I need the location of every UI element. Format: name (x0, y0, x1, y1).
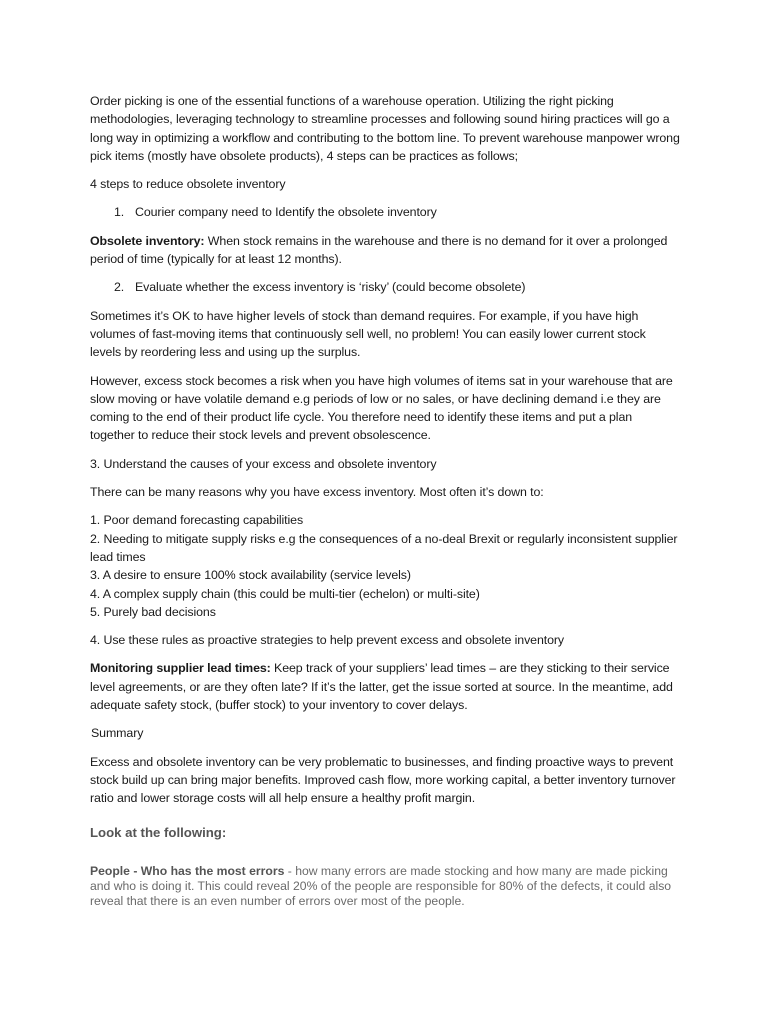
monitoring-label: Monitoring supplier lead times: (90, 661, 271, 676)
list-item: 1. Poor demand forecasting capabilities (90, 513, 304, 528)
list-item: 2. Needing to mitigate supply risks e.g the consequences of a no-deal Brexit or regularly inconsistent supplier lead times (90, 531, 678, 564)
summary-heading: Summary (91, 726, 144, 741)
summary-paragraph: Excess and obsolete inventory can be very problematic to businesses, and finding proactive ways to prevent stock build up can bring major benefits. Improved cash flow, more working capital, a better inventory turnover ratio and lower storage costs will all help ensure a healthy profit margin. (90, 754, 676, 806)
document-page (90, 92, 680, 910)
look-heading: Look at the following: (90, 824, 227, 840)
people-text: - how many errors are made stocking and how many are made picking and who is doing it. This could reveal 20% of the people are responsible for 80% of the defects, it could also reveal that there is an even number of errors over most of the people. (90, 863, 672, 909)
step-2-text: Evaluate whether the excess inventory is ‘risky’ (could become obsolete) (135, 280, 526, 295)
people-paragraph (90, 864, 680, 910)
list-item: 5. Purely bad decisions (90, 604, 216, 619)
monitoring-text: Keep track of your suppliers’ lead times – are they sticking to their service level agreements, or are they often late? If it’s the latter, get the issue sorted at source. In the meantime, add adequate safety stock, (buffer stock) to your inventory to cover delays. (90, 661, 673, 713)
step-1-number: 1. (114, 205, 125, 220)
step-3-heading: 3. Understand the causes of your excess and obsolete inventory (90, 456, 437, 471)
step-1 (114, 203, 680, 221)
step-2-number: 2. (114, 280, 125, 295)
reasons-intro: There can be many reasons why you have excess inventory. Most often it’s down to: (90, 485, 544, 500)
obsolete-definition-text: When stock remains in the warehouse and there is no demand for it over a prolonged period of time (typically for at least 12 months). (90, 233, 668, 267)
intro-paragraph: Order picking is one of the essential functions of a warehouse operation. Utilizing the right picking methodologies, leveraging technology to streamline processes and following sound hiring practices will go a long way in optimizing a workflow and contributing to the bottom line. To prevent warehouse manpower wrong pick items (mostly have obsolete products), 4 steps can be practices as follows; (90, 94, 680, 163)
step-1-text: Courier company need to Identify the obsolete inventory (135, 205, 437, 220)
paragraph-excess-risk: However, excess stock becomes a risk when you have high volumes of items sat in your warehouse that are slow moving or have volatile demand e.g periods of low or no sales, or have declining demand i.e they are coming to the end of their product life cycle. You therefore need to identify these items and put a plan together to reduce their stock levels and prevent obsolescence. (90, 373, 673, 443)
people-label: People - Who has the most errors (90, 863, 285, 878)
list-item: 4. A complex supply chain (this could be multi-tier (echelon) or multi-site) (90, 586, 480, 601)
monitoring-paragraph (90, 659, 680, 714)
list-item: 3. A desire to ensure 100% stock availability (service levels) (90, 568, 411, 583)
paragraph-ok-stock: Sometimes it’s OK to have higher levels of stock than demand requires. For example, if you have high volumes of fast-moving items that continuously sell well, no problem! You can easily lower current stock levels by reordering less and using up the surplus. (90, 308, 646, 360)
obsolete-definition-label: Obsolete inventory: (90, 233, 205, 248)
steps-heading: 4 steps to reduce obsolete inventory (90, 177, 286, 192)
reasons-list (90, 511, 680, 621)
obsolete-definition (90, 232, 680, 269)
step-4-heading: 4. Use these rules as proactive strategies to help prevent excess and obsolete inventory (90, 633, 565, 648)
step-2 (114, 278, 680, 296)
